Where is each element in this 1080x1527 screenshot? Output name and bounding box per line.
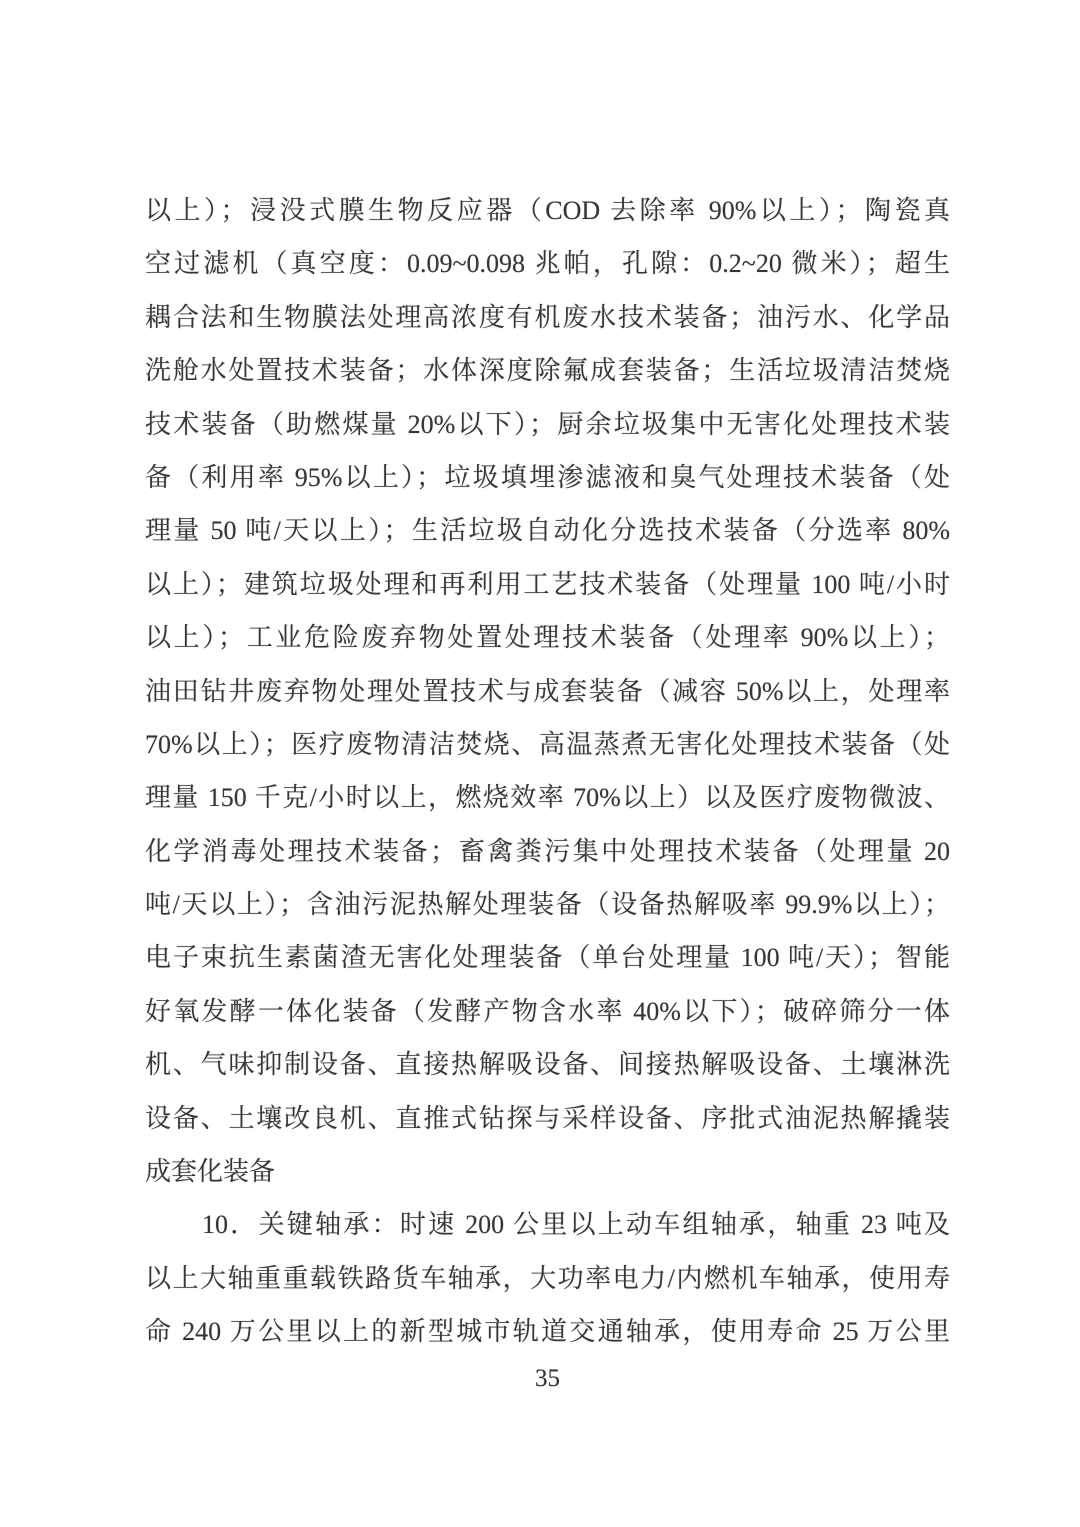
document-line: 吨/天以上）；含油污泥热解处理装备（设备热解吸率 99.9%以上）；: [145, 890, 950, 920]
document-line: 技术装备（助燃煤量 20%以下）；厨余垃圾集中无害化处理技术装: [145, 409, 950, 439]
document-line: 好氧发酵一体化装备（发酵产物含水率 40%以下）；破碎筛分一体: [145, 996, 950, 1026]
document-line-item-10-start: 10．关键轴承：时速 200 公里以上动车组轴承，轴重 23 吨及: [202, 1210, 950, 1240]
document-line: 空过滤机（真空度：0.09~0.098 兆帕，孔隙：0.2~20 微米）；超生: [145, 249, 950, 279]
document-line: 以上）；工业危险废弃物处置处理技术装备（处理率 90%以上）；: [145, 623, 950, 653]
text-block: [145, 184, 950, 1399]
document-line: 成套化装备: [145, 1157, 276, 1187]
document-line: 70%以上）；医疗废物清洁焚烧、高温蒸煮无害化处理技术装备（处: [145, 729, 950, 759]
document-line: 化学消毒处理技术装备；畜禽粪污集中处理技术装备（处理量 20: [145, 836, 950, 866]
document-line: 以上）；建筑垃圾处理和再利用工艺技术装备（处理量 100 吨/小时: [145, 569, 950, 599]
document-line: 命 240 万公里以上的新型城市轨道交通轴承，使用寿命 25 万公里: [145, 1317, 950, 1347]
document-line: 理量 150 千克/小时以上，燃烧效率 70%以上）以及医疗废物微波、: [145, 783, 950, 813]
document-line: 设备、土壤改良机、直推式钻探与采样设备、序批式油泥热解撬装: [145, 1103, 950, 1133]
page-number: 35: [535, 1364, 560, 1392]
document-line: 备（利用率 95%以上）；垃圾填埋渗滤液和臭气处理技术装备（处: [145, 462, 950, 492]
document-line: 以上）；浸没式膜生物反应器（COD 去除率 90%以上）；陶瓷真: [145, 196, 950, 225]
document-line: 油田钻井废弃物处理处置技术与成套装备（减容 50%以上，处理率: [145, 676, 950, 706]
document-line: 洗舱水处置技术装备；水体深度除氟成套装备；生活垃圾清洁焚烧: [145, 356, 950, 386]
document-line: 电子束抗生素菌渣无害化处理装备（单台处理量 100 吨/天）；智能: [145, 943, 950, 973]
document-line: 以上大轴重重载铁路货车轴承，大功率电力/内燃机车轴承，使用寿: [145, 1263, 950, 1293]
document-line: 理量 50 吨/天以上）；生活垃圾自动化分选技术装备（分选率 80%: [145, 516, 950, 546]
document-line: 耦合法和生物膜法处理高浓度有机废水技术装备；油污水、化学品: [145, 302, 950, 332]
document-line: 机、气味抑制设备、直接热解吸设备、间接热解吸设备、土壤淋洗: [145, 1050, 950, 1080]
